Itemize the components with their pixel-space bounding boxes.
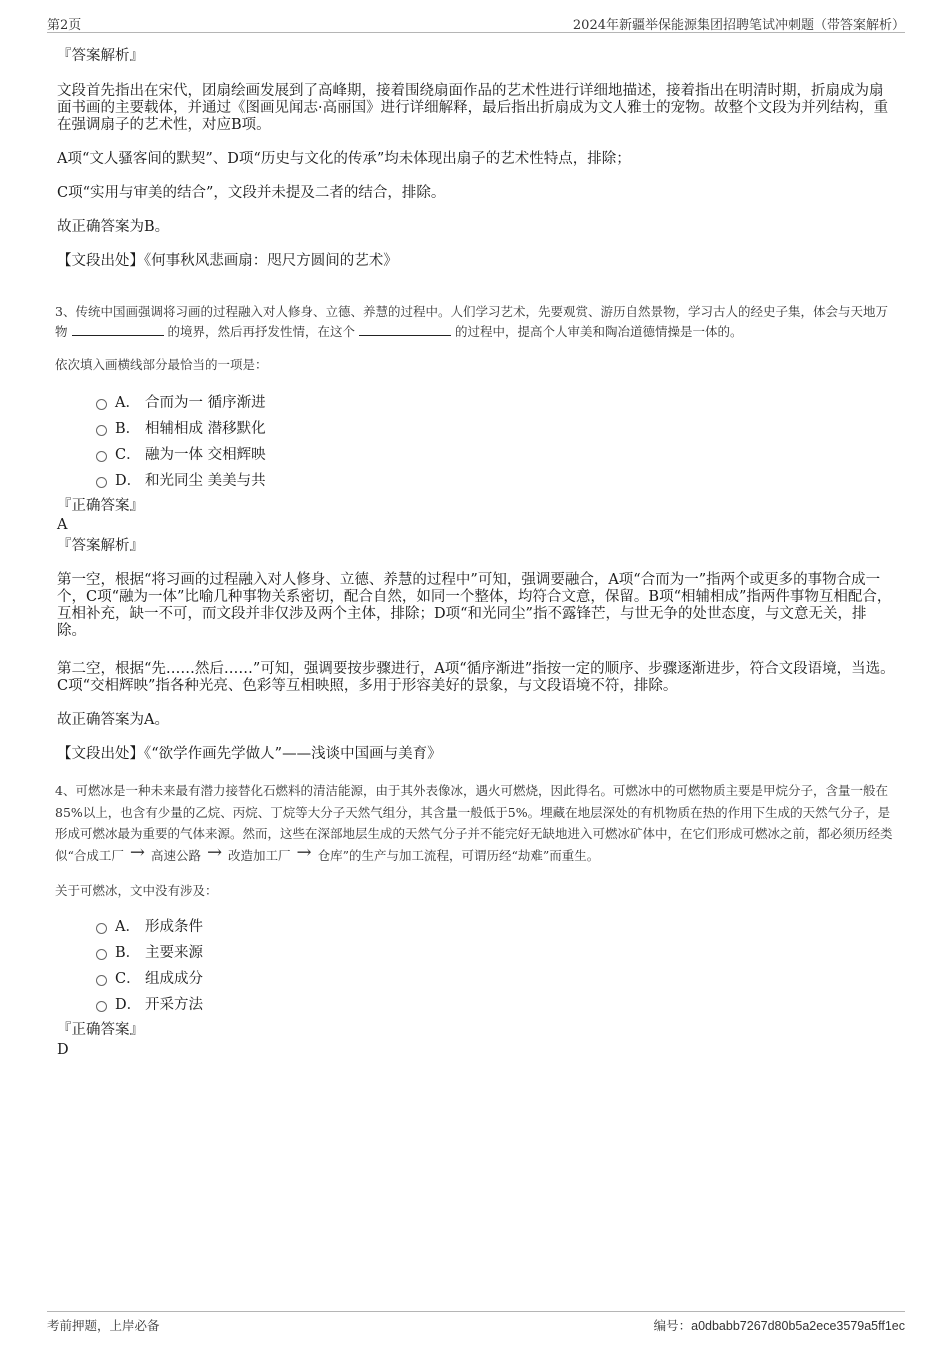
- option-letter: D．: [115, 473, 142, 489]
- q4-option-b[interactable]: [96, 942, 496, 968]
- option-letter: C．: [115, 447, 141, 463]
- option-letter: C．: [115, 971, 141, 987]
- q4-stem-text: 4、可燃冰是一种未来最有潜力接替化石燃料的清洁能源，由于其外表像冰，遇火可燃烧，因此得名。可燃冰中的可燃物质主要是甲烷分子，含量一般在85%以上，也含有少量的乙烷、丙烷、丁烷等大分子天然气组分，其含量一般低于5%。埋藏在地层深处的有机物质在热的作用下生成的天然气分子，是形成可燃冰最为重要的气体来源。然而，这些在深部地层生成的天然气分子并不能完好无缺地进入可燃冰矿体中，在它们形成可燃冰之前，都必须历经类似“合成工厂: [55, 783, 893, 863]
- document-title: 2024年新疆举保能源集团招聘笔试冲刺题（带答案解析）: [572, 18, 905, 33]
- radio-icon[interactable]: [96, 1001, 107, 1012]
- radio-icon[interactable]: [96, 451, 107, 462]
- q3-stem-part2: 的境界，然后再抒发性情，在这个: [167, 324, 355, 339]
- q4-options: [96, 916, 496, 1020]
- q4-flow-step-1: 高速公路: [150, 847, 201, 863]
- option-letter: B．: [115, 421, 141, 437]
- q3-source: 【文段出处】《“欲学作画先学做人”——浅谈中国画与美育》: [57, 746, 442, 762]
- q3-answer: A: [57, 517, 68, 533]
- arrow-icon: →: [296, 841, 312, 863]
- q2-analysis-label: 『答案解析』: [57, 48, 144, 64]
- q4-stem: [55, 780, 897, 866]
- option-text: 主要来源: [145, 945, 203, 961]
- q4-prompt: 关于可燃冰，文中没有涉及：: [55, 883, 218, 898]
- q2-analysis-p2: A项“文人骚客间的默契”、D项“历史与文化的传承”均未体现出扇子的艺术性特点，排除；: [57, 151, 631, 167]
- q3-analysis-p2: 第二空，根据“先……然后……”可知，强调要按步骤进行，A项“循序渐进”指按一定的顺序、步骤逐渐进步，符合文段语境，当选。C项“交相辉映”指各种光亮、色彩等互相映照，多用于形容美好的景象，与文段语境不符，排除。: [57, 661, 895, 694]
- q2-analysis-p4: 故正确答案为B。: [57, 219, 170, 235]
- q4-flow-step-2: 改造加工厂: [228, 847, 291, 863]
- q4-option-d[interactable]: [96, 994, 496, 1020]
- q3-option-d[interactable]: [96, 470, 496, 496]
- q3-answer-label: 『正确答案』: [57, 498, 144, 514]
- option-text: 组成成分: [145, 971, 203, 987]
- radio-icon[interactable]: [96, 477, 107, 488]
- footer-slogan: 考前押题，上岸必备: [47, 1318, 160, 1333]
- option-text: 开采方法: [145, 997, 203, 1013]
- q3-stem-part1: 3、传统中国画强调将习画的过程融入对人修身、立德、养慧的过程中。人们学习艺术，先要观赏、游历自然景物，学习古人的经史子集，体会与天地万物: [55, 304, 888, 339]
- q3-analysis-label: 『答案解析』: [57, 538, 144, 554]
- q4-answer-label: 『正确答案』: [57, 1022, 144, 1038]
- radio-icon[interactable]: [96, 975, 107, 986]
- radio-icon[interactable]: [96, 399, 107, 410]
- q4-flow-step-3: 仓库”的生产与加工流程，可谓历经“劫难”而重生。: [317, 847, 600, 863]
- option-letter: A．: [115, 919, 140, 935]
- option-letter: D．: [115, 997, 142, 1013]
- option-text: 融为一体 交相辉映: [145, 447, 266, 463]
- radio-icon[interactable]: [96, 949, 107, 960]
- arrow-icon: →: [206, 841, 223, 863]
- serial-label: 编号：: [653, 1318, 692, 1333]
- page-header: [47, 12, 905, 33]
- q4-answer: D: [57, 1042, 69, 1058]
- q3-prompt: 依次填入画横线部分最恰当的一项是：: [55, 357, 268, 372]
- q4-option-a[interactable]: [96, 916, 496, 942]
- page-footer: [47, 1311, 905, 1336]
- option-text: 和光同尘 美美与共: [145, 473, 266, 489]
- option-text: 相辅相成 潜移默化: [145, 421, 266, 437]
- q3-option-a[interactable]: [96, 392, 496, 418]
- q3-options: [96, 392, 496, 496]
- q3-option-c[interactable]: [96, 444, 496, 470]
- footer-serial: [654, 1316, 905, 1334]
- option-text: 形成条件: [145, 919, 203, 935]
- q2-source: 【文段出处】《何事秋风悲画扇：咫尺方圆间的艺术》: [57, 253, 398, 269]
- q2-analysis-p1: 文段首先指出在宋代，团扇绘画发展到了高峰期，接着围绕扇面作品的艺术性进行详细地描述，接着指出在明清时期，折扇成为扇面书画的主要载体，并通过《图画见闻志·高丽国》进行详细解释，最后指出折扇成为文人雅士的宠物。故整个文段为并列结构，重在强调扇子的艺术性，对应B项。: [57, 83, 889, 133]
- q3-analysis-p1: 第一空，根据“将习画的过程融入对人修身、立德、养慧的过程中”可知，强调要融合，A项“合而为一”指两个或更多的事物合成一个，C项“融为一体”比喻几种事物关系密切，配合自然，如同一个整体，均符合文意，保留。B项“相辅相成”指两件事物互相配合，互相补充，缺一不可，而文段并非仅涉及两个主体，排除；D项“和光同尘”指不露锋芒，与世无争的处世态度，与文意无关，排除。: [57, 572, 892, 639]
- radio-icon[interactable]: [96, 923, 107, 934]
- q3-analysis-p3: 故正确答案为A。: [57, 712, 169, 728]
- q3-stem-part3: 的过程中，提高个人审美和陶冶道德情操是一体的。: [454, 324, 743, 339]
- option-text: 合而为一 循序渐进: [145, 395, 266, 411]
- q3-blank-1: [72, 323, 164, 336]
- q3-stem: [55, 302, 897, 342]
- q2-analysis-p3: C项“实用与审美的结合”，文段并未提及二者的结合，排除。: [57, 185, 446, 201]
- q4-option-c[interactable]: [96, 968, 496, 994]
- arrow-icon: →: [129, 841, 145, 863]
- q3-blank-2: [359, 323, 451, 336]
- option-letter: A．: [115, 395, 140, 411]
- radio-icon[interactable]: [96, 425, 107, 436]
- serial-number: a0dbabb7267d80b5a2ece3579a5ff1ec: [691, 1319, 905, 1333]
- page-number: 第2页: [47, 18, 82, 33]
- q3-option-b[interactable]: [96, 418, 496, 444]
- option-letter: B．: [115, 945, 141, 961]
